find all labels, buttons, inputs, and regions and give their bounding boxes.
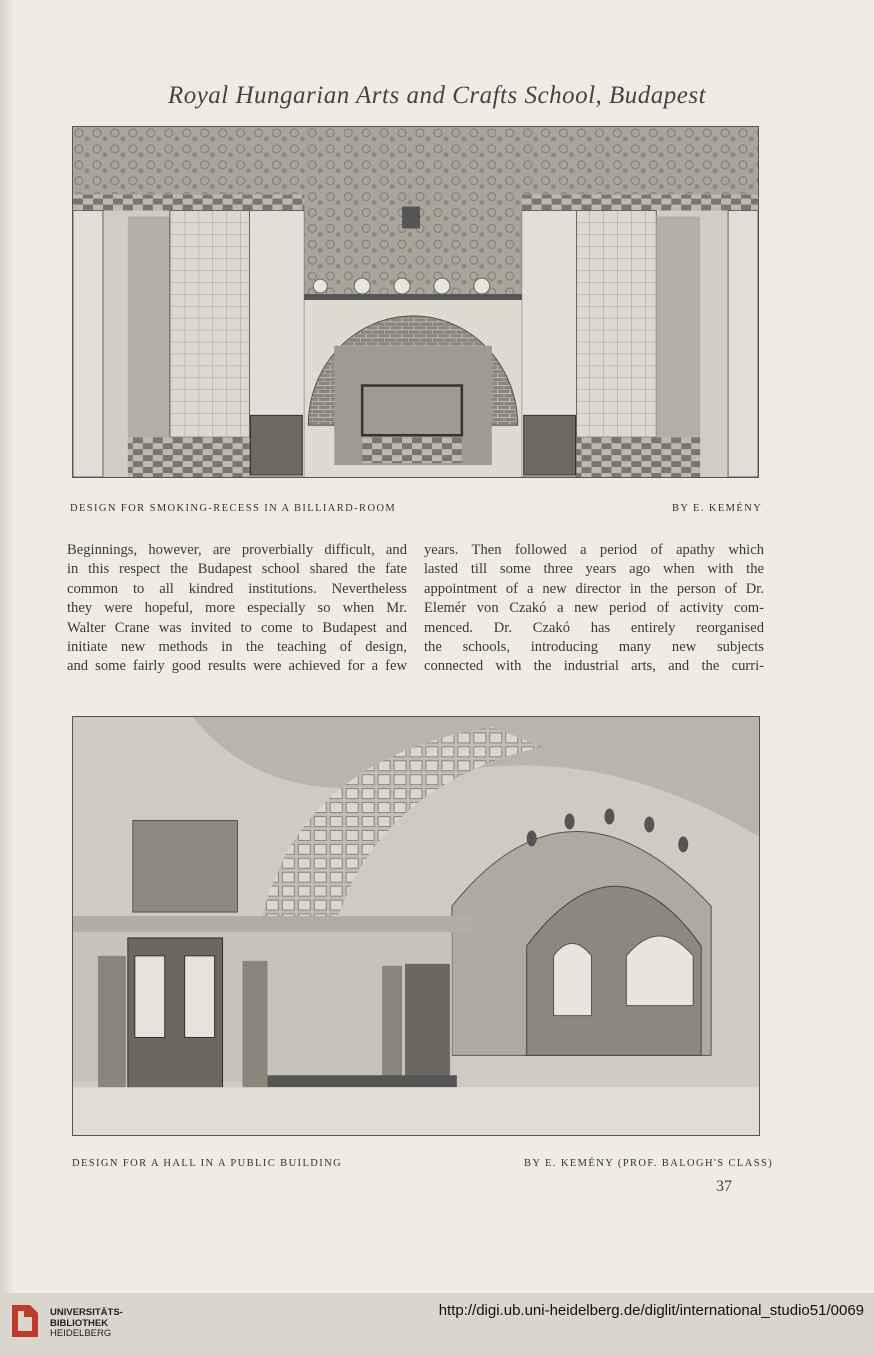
text-line: Elemér von Czakó a new period of activity com- xyxy=(424,600,764,617)
public-hall-illustration xyxy=(73,717,759,1135)
text-line: common to all kindred institutions. Nevertheless xyxy=(67,580,407,597)
permalink-url[interactable]: http://digi.ub.uni-heidelberg.de/diglit/international_studio51/0069 xyxy=(438,1302,864,1319)
page-gutter-shadow xyxy=(0,0,14,1293)
text-line: lasted till some three years ago when with the xyxy=(424,561,764,578)
text-line: and some fairly good results were achieved for a few xyxy=(67,658,407,675)
text-line: initiate new methods in the teaching of design, xyxy=(67,639,407,656)
text-line: they were hopeful, more especially so when Mr. xyxy=(67,600,407,617)
plate1-caption-title: DESIGN FOR SMOKING-RECESS IN A BILLIARD-ROOM xyxy=(70,503,397,514)
text-line: menced. Dr. Czakó has entirely reorganised xyxy=(424,619,764,636)
page-number: 37 xyxy=(716,1178,732,1195)
text-line: connected with the industrial arts, and the curri- xyxy=(424,658,764,675)
text-line: appointment of a new director in the person of Dr. xyxy=(424,580,764,597)
text-line: the schools, introducing many new subjects xyxy=(424,639,764,656)
viewer-footer xyxy=(0,1293,874,1355)
library-logo-icon[interactable] xyxy=(8,1301,44,1341)
plate1-caption-credit: BY E. KEMÉNY xyxy=(672,503,763,514)
library-name-line1: UNIVERSITÄTS- xyxy=(50,1307,123,1318)
plate-public-hall xyxy=(72,716,760,1136)
text-line: Beginnings, however, are proverbially difficult, and xyxy=(67,542,407,558)
library-name-line3: HEIDELBERG xyxy=(50,1328,112,1339)
text-line: Walter Crane was invited to come to Budapest and xyxy=(67,619,407,636)
library-name[interactable] xyxy=(50,1308,123,1340)
plate-smoking-recess xyxy=(72,126,759,478)
body-right-column xyxy=(424,541,764,677)
text-line: in this respect the Budapest school shared the fate xyxy=(67,561,407,578)
plate2-caption-title: DESIGN FOR A HALL IN A PUBLIC BUILDING xyxy=(72,1158,343,1169)
running-head: Royal Hungarian Arts and Crafts School, Budapest xyxy=(167,82,707,109)
text-line: years. Then followed a period of apathy which xyxy=(424,542,764,558)
library-name-line2: BIBLIOTHEK xyxy=(50,1317,109,1329)
plate2-caption-credit: BY E. KEMÉNY (PROF. BALOGH'S CLASS) xyxy=(524,1158,774,1169)
body-left-column xyxy=(67,541,407,677)
smoking-recess-illustration xyxy=(73,127,758,477)
